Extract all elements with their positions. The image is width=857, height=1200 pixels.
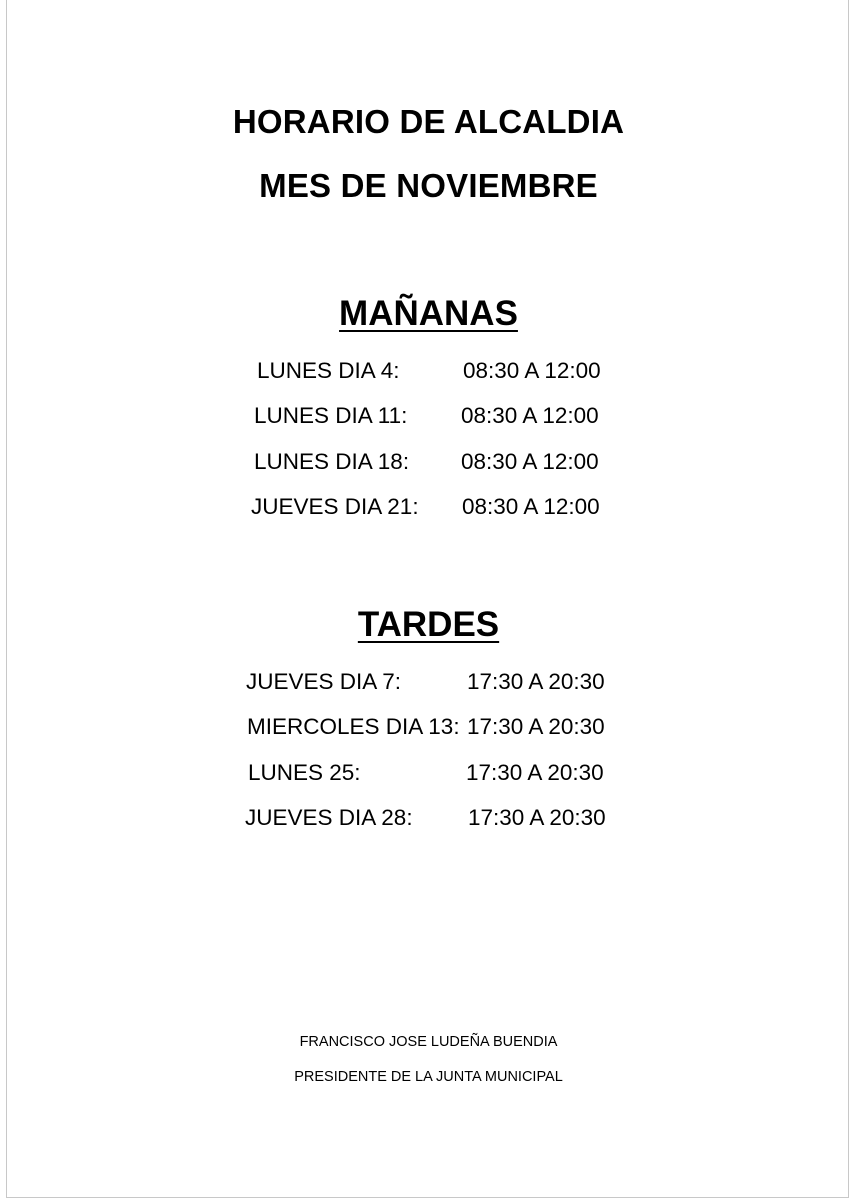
mananas-row-day: LUNES DIA 11: (254, 403, 408, 428)
tardes-row-day: JUEVES DIA 28: (245, 805, 413, 830)
tardes-row-day: JUEVES DIA 7: (246, 669, 402, 694)
tardes-heading: TARDES (357, 605, 500, 644)
mananas-row-time: 08:30 A 12:00 (461, 449, 599, 474)
signatory-role: PRESIDENTE DE LA JUNTA MUNICIPAL (294, 1069, 563, 1085)
mananas-row-time: 08:30 A 12:00 (463, 358, 601, 383)
tardes-row-day: MIERCOLES DIA 13: (247, 714, 460, 739)
mananas-row-day: LUNES DIA 18: (254, 449, 410, 474)
tardes-row-time: 17:30 A 20:30 (467, 714, 605, 739)
tardes-row-time: 17:30 A 20:30 (467, 669, 605, 694)
tardes-row-day: LUNES 25: (248, 760, 361, 785)
document-subtitle: MES DE NOVIEMBRE (259, 167, 598, 204)
tardes-row-time: 17:30 A 20:30 (468, 805, 606, 830)
mananas-row-day: LUNES DIA 4: (257, 358, 400, 383)
signatory-name: FRANCISCO JOSE LUDEÑA BUENDIA (299, 1034, 558, 1050)
mananas-row-day: JUEVES DIA 21: (251, 494, 419, 519)
document-title: HORARIO DE ALCALDIA (232, 103, 625, 140)
mananas-row-time: 08:30 A 12:00 (462, 494, 600, 519)
tardes-row-time: 17:30 A 20:30 (466, 760, 604, 785)
mananas-heading: MAÑANAS (339, 294, 518, 333)
mananas-row-time: 08:30 A 12:00 (461, 403, 599, 428)
